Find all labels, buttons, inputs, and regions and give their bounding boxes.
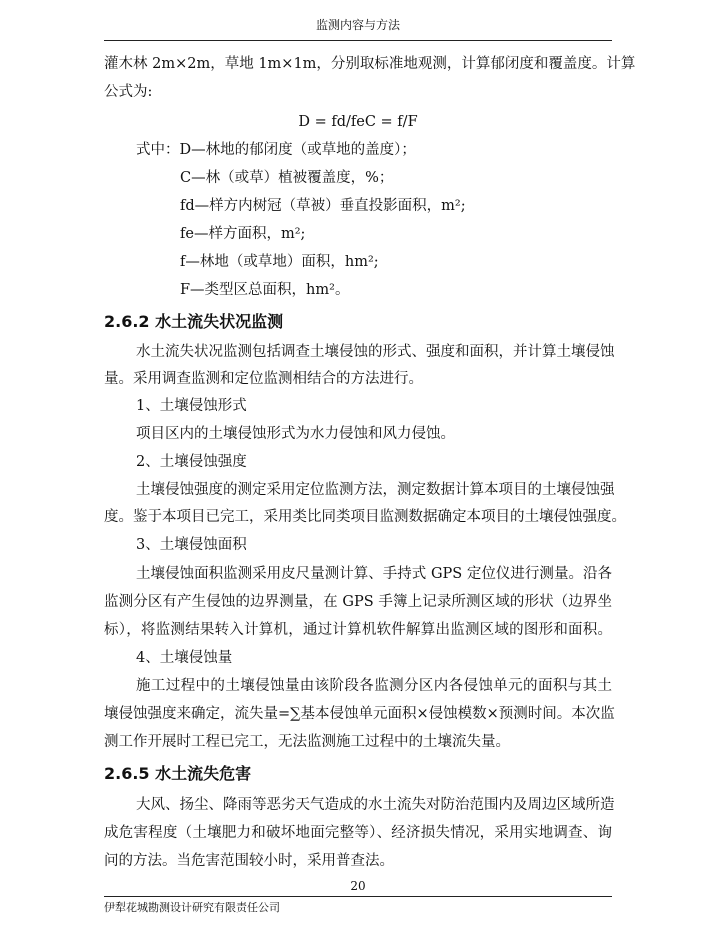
section-heading-2-6-2: 2.6.2 水土流失状况监测 <box>104 312 284 331</box>
definition-fd: fd—样方内树冠（草被）垂直投影面积，m²; <box>180 198 466 214</box>
item-3-line-2: 监测分区有产生侵蚀的边界测量，在 GPS 手簿上记录所测区域的形状（边界坐 <box>104 594 612 610</box>
item-2-title: 2、土壤侵蚀强度 <box>136 454 247 470</box>
item-4-line-3: 测工作开展时工程已完工，无法监测施工过程中的土壤流失量。 <box>104 734 510 750</box>
item-2-line-2: 度。鉴于本项目已完工，采用类比同类项目监测数据确定本项目的土壤侵蚀强度。 <box>104 509 626 525</box>
item-1-text: 项目区内的土壤侵蚀形式为水力侵蚀和风力侵蚀。 <box>136 426 455 442</box>
item-4-title: 4、土壤侵蚀量 <box>136 650 233 666</box>
item-1-title: 1、土壤侵蚀形式 <box>136 398 247 414</box>
section-262-para-line-2: 量。采用调查监测和定位监测相结合的方法进行。 <box>104 371 423 387</box>
page-header-title: 监测内容与方法 <box>315 18 400 32</box>
intro-line-2: 公式为: <box>104 84 153 100</box>
section-265-line-1: 大风、扬尘、降雨等恶劣天气造成的水土流失对防治范围内及周边区域所造 <box>136 797 615 813</box>
item-3-title: 3、土壤侵蚀面积 <box>136 537 247 553</box>
intro-line-1: 灌木林 2m×2m，草地 1m×1m，分别取标准地观测，计算郁闭度和覆盖度。计算 <box>104 56 636 72</box>
item-2-line-1: 土壤侵蚀强度的测定采用定位监测方法，测定数据计算本项目的土壤侵蚀强 <box>136 482 615 498</box>
header-divider <box>104 40 612 41</box>
item-4-line-2: 壤侵蚀强度来确定，流失量=∑基本侵蚀单元面积×侵蚀模数×预测时间。本次监 <box>104 706 615 722</box>
item-3-line-3: 标），将监测结果转入计算机，通过计算机软件解算出监测区域的图形和面积。 <box>104 622 612 638</box>
section-265-line-2: 成危害程度（土壤肥力和破坏地面完整等）、经济损失情况，采用实地调查、询 <box>104 825 612 841</box>
definition-c: C—林（或草）植被覆盖度，%； <box>180 170 394 186</box>
item-4-line-1: 施工过程中的土壤侵蚀量由该阶段各监测分区内各侵蚀单元的面积与其土 <box>136 678 612 694</box>
definition-F: F—类型区总面积，hm²。 <box>180 282 350 298</box>
footer-company: 伊犁花城勘测设计研究有限责任公司 <box>104 901 280 914</box>
section-265-line-3: 问的方法。当危害范围较小时，采用普查法。 <box>104 853 394 869</box>
section-262-para-line-1: 水土流失状况监测包括调查土壤侵蚀的形式、强度和面积，并计算土壤侵蚀 <box>136 344 615 360</box>
definition-fe: fe—样方面积，m²; <box>180 226 306 242</box>
footer-divider <box>104 896 612 897</box>
definition-f: f—林地（或草地）面积，hm²; <box>180 254 379 270</box>
item-3-line-1: 土壤侵蚀面积监测采用皮尺量测计算、手持式 GPS 定位仪进行测量。沿各 <box>136 566 612 582</box>
definition-d: 式中：D—林地的郁闭度（或草地的盖度）； <box>136 142 416 158</box>
page-number: 20 <box>350 879 366 893</box>
formula: D = fd/feC = f/F <box>298 114 418 130</box>
section-heading-2-6-5: 2.6.5 水土流失危害 <box>104 764 252 783</box>
